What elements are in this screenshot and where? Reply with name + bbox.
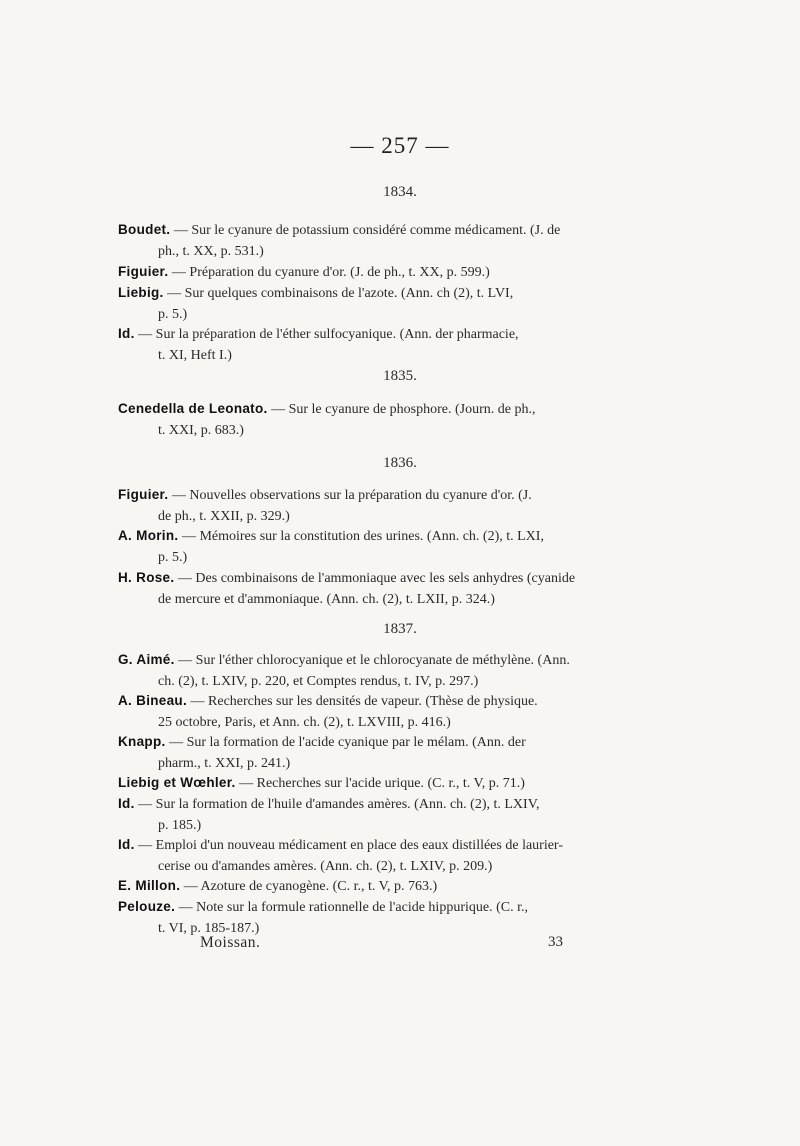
entry-author: Liebig et Wœhler. bbox=[118, 775, 236, 790]
entry-author: H. Rose. bbox=[118, 570, 175, 585]
entry-text: — Note sur la formule rationnelle de l'acide hippurique. (C. r., bbox=[175, 900, 528, 915]
entry-text: — Sur le cyanure de phosphore. (Journ. de ph., bbox=[267, 402, 536, 417]
entry-continuation: p. 5.) bbox=[158, 549, 188, 565]
bibliography-entry bbox=[118, 399, 630, 441]
bibliography-entry bbox=[118, 691, 630, 733]
entry-continuation: t. XI, Heft I.) bbox=[158, 347, 232, 363]
bibliography-entry bbox=[118, 283, 630, 325]
entry-author: Pelouze. bbox=[118, 899, 176, 914]
bibliography-entry bbox=[118, 220, 630, 262]
footer-signature: Moissan. bbox=[200, 934, 261, 951]
entry-author: Figuier. bbox=[118, 264, 169, 279]
bibliography-entry bbox=[118, 794, 630, 836]
entry-author: Id. bbox=[118, 796, 135, 811]
entry-author: Boudet. bbox=[118, 222, 171, 237]
entry-author: Liebig. bbox=[118, 285, 164, 300]
entry-text: — Recherches sur l'acide urique. (C. r., t. V, p. 71.) bbox=[235, 776, 525, 791]
entry-author: Cenedella de Leonato. bbox=[118, 401, 268, 416]
entry-author: Id. bbox=[118, 326, 135, 341]
entry-text: — Sur la formation de l'acide cyanique par le mélam. (Ann. der bbox=[165, 735, 526, 750]
section-year-1834: 1834. bbox=[383, 184, 417, 200]
entry-author: Figuier. bbox=[118, 487, 169, 502]
entry-author: A. Morin. bbox=[118, 528, 179, 543]
entry-continuation: de mercure et d'ammoniaque. (Ann. ch. (2), t. LXII, p. 324.) bbox=[158, 591, 495, 607]
entry-text: — Sur l'éther chlorocyanique et le chlorocyanate de méthylène. (Ann. bbox=[174, 653, 570, 668]
entry-continuation: p. 5.) bbox=[158, 306, 188, 322]
entry-continuation: ph., t. XX, p. 531.) bbox=[158, 243, 264, 259]
bibliography-entry bbox=[118, 650, 630, 692]
entry-text: — Sur le cyanure de potassium considéré comme médicament. (J. de bbox=[170, 223, 561, 238]
entry-text: — Nouvelles observations sur la préparation du cyanure d'or. (J. bbox=[168, 488, 532, 503]
bibliography-entry bbox=[118, 835, 630, 877]
bibliography-entry bbox=[118, 876, 630, 898]
entry-continuation: p. 185.) bbox=[158, 817, 202, 833]
entry-author: Id. bbox=[118, 837, 135, 852]
bibliography-entry bbox=[118, 897, 630, 939]
footer-sheet-number: 33 bbox=[548, 934, 563, 950]
entry-continuation: t. VI, p. 185-187.) bbox=[158, 920, 260, 936]
entry-continuation: de ph., t. XXII, p. 329.) bbox=[158, 508, 290, 524]
entry-author: G. Aimé. bbox=[118, 652, 175, 667]
bibliography-entry bbox=[118, 773, 630, 795]
entry-text: — Recherches sur les densités de vapeur. (Thèse de physique. bbox=[187, 694, 538, 709]
entry-text: — Sur quelques combinaisons de l'azote. (Ann. ch (2), t. LVI, bbox=[163, 286, 514, 301]
bibliography-entry bbox=[118, 324, 630, 366]
entry-continuation: 25 octobre, Paris, et Ann. ch. (2), t. LXVIII, p. 416.) bbox=[158, 714, 451, 730]
entry-author: Knapp. bbox=[118, 734, 166, 749]
entry-continuation: ch. (2), t. LXIV, p. 220, et Comptes rendus, t. IV, p. 297.) bbox=[158, 673, 479, 689]
section-year-1836: 1836. bbox=[383, 455, 417, 471]
entry-continuation: pharm., t. XXI, p. 241.) bbox=[158, 755, 291, 771]
entry-text: — Préparation du cyanure d'or. (J. de ph., t. XX, p. 599.) bbox=[168, 265, 490, 280]
bibliography-entry bbox=[118, 526, 630, 568]
bibliography-entry bbox=[118, 262, 630, 284]
entry-text: — Azoture de cyanogène. (C. r., t. V, p. 763.) bbox=[180, 879, 438, 894]
entry-continuation: t. XXI, p. 683.) bbox=[158, 422, 244, 438]
bibliography-entry bbox=[118, 732, 630, 774]
section-year-1837: 1837. bbox=[383, 621, 417, 637]
entry-text: — Mémoires sur la constitution des urines. (Ann. ch. (2), t. LXI, bbox=[178, 529, 544, 544]
bibliography-entry bbox=[118, 485, 630, 527]
entry-author: E. Millon. bbox=[118, 878, 181, 893]
bibliography-entry bbox=[118, 568, 630, 610]
entry-text: — Sur la préparation de l'éther sulfocyanique. (Ann. der pharmacie, bbox=[134, 327, 519, 342]
entry-continuation: cerise ou d'amandes amères. (Ann. ch. (2), t. LXIV, p. 209.) bbox=[158, 858, 493, 874]
section-year-1835: 1835. bbox=[383, 368, 417, 384]
entry-text: — Des combinaisons de l'ammoniaque avec les sels anhydres (cyanide bbox=[174, 571, 576, 586]
entry-text: — Sur la formation de l'huile d'amandes amères. (Ann. ch. (2), t. LXIV, bbox=[134, 797, 540, 812]
entry-text: — Emploi d'un nouveau médicament en place des eaux distillées de laurier- bbox=[134, 838, 563, 853]
entry-author: A. Bineau. bbox=[118, 693, 188, 708]
page-number: — 257 — bbox=[350, 133, 450, 158]
